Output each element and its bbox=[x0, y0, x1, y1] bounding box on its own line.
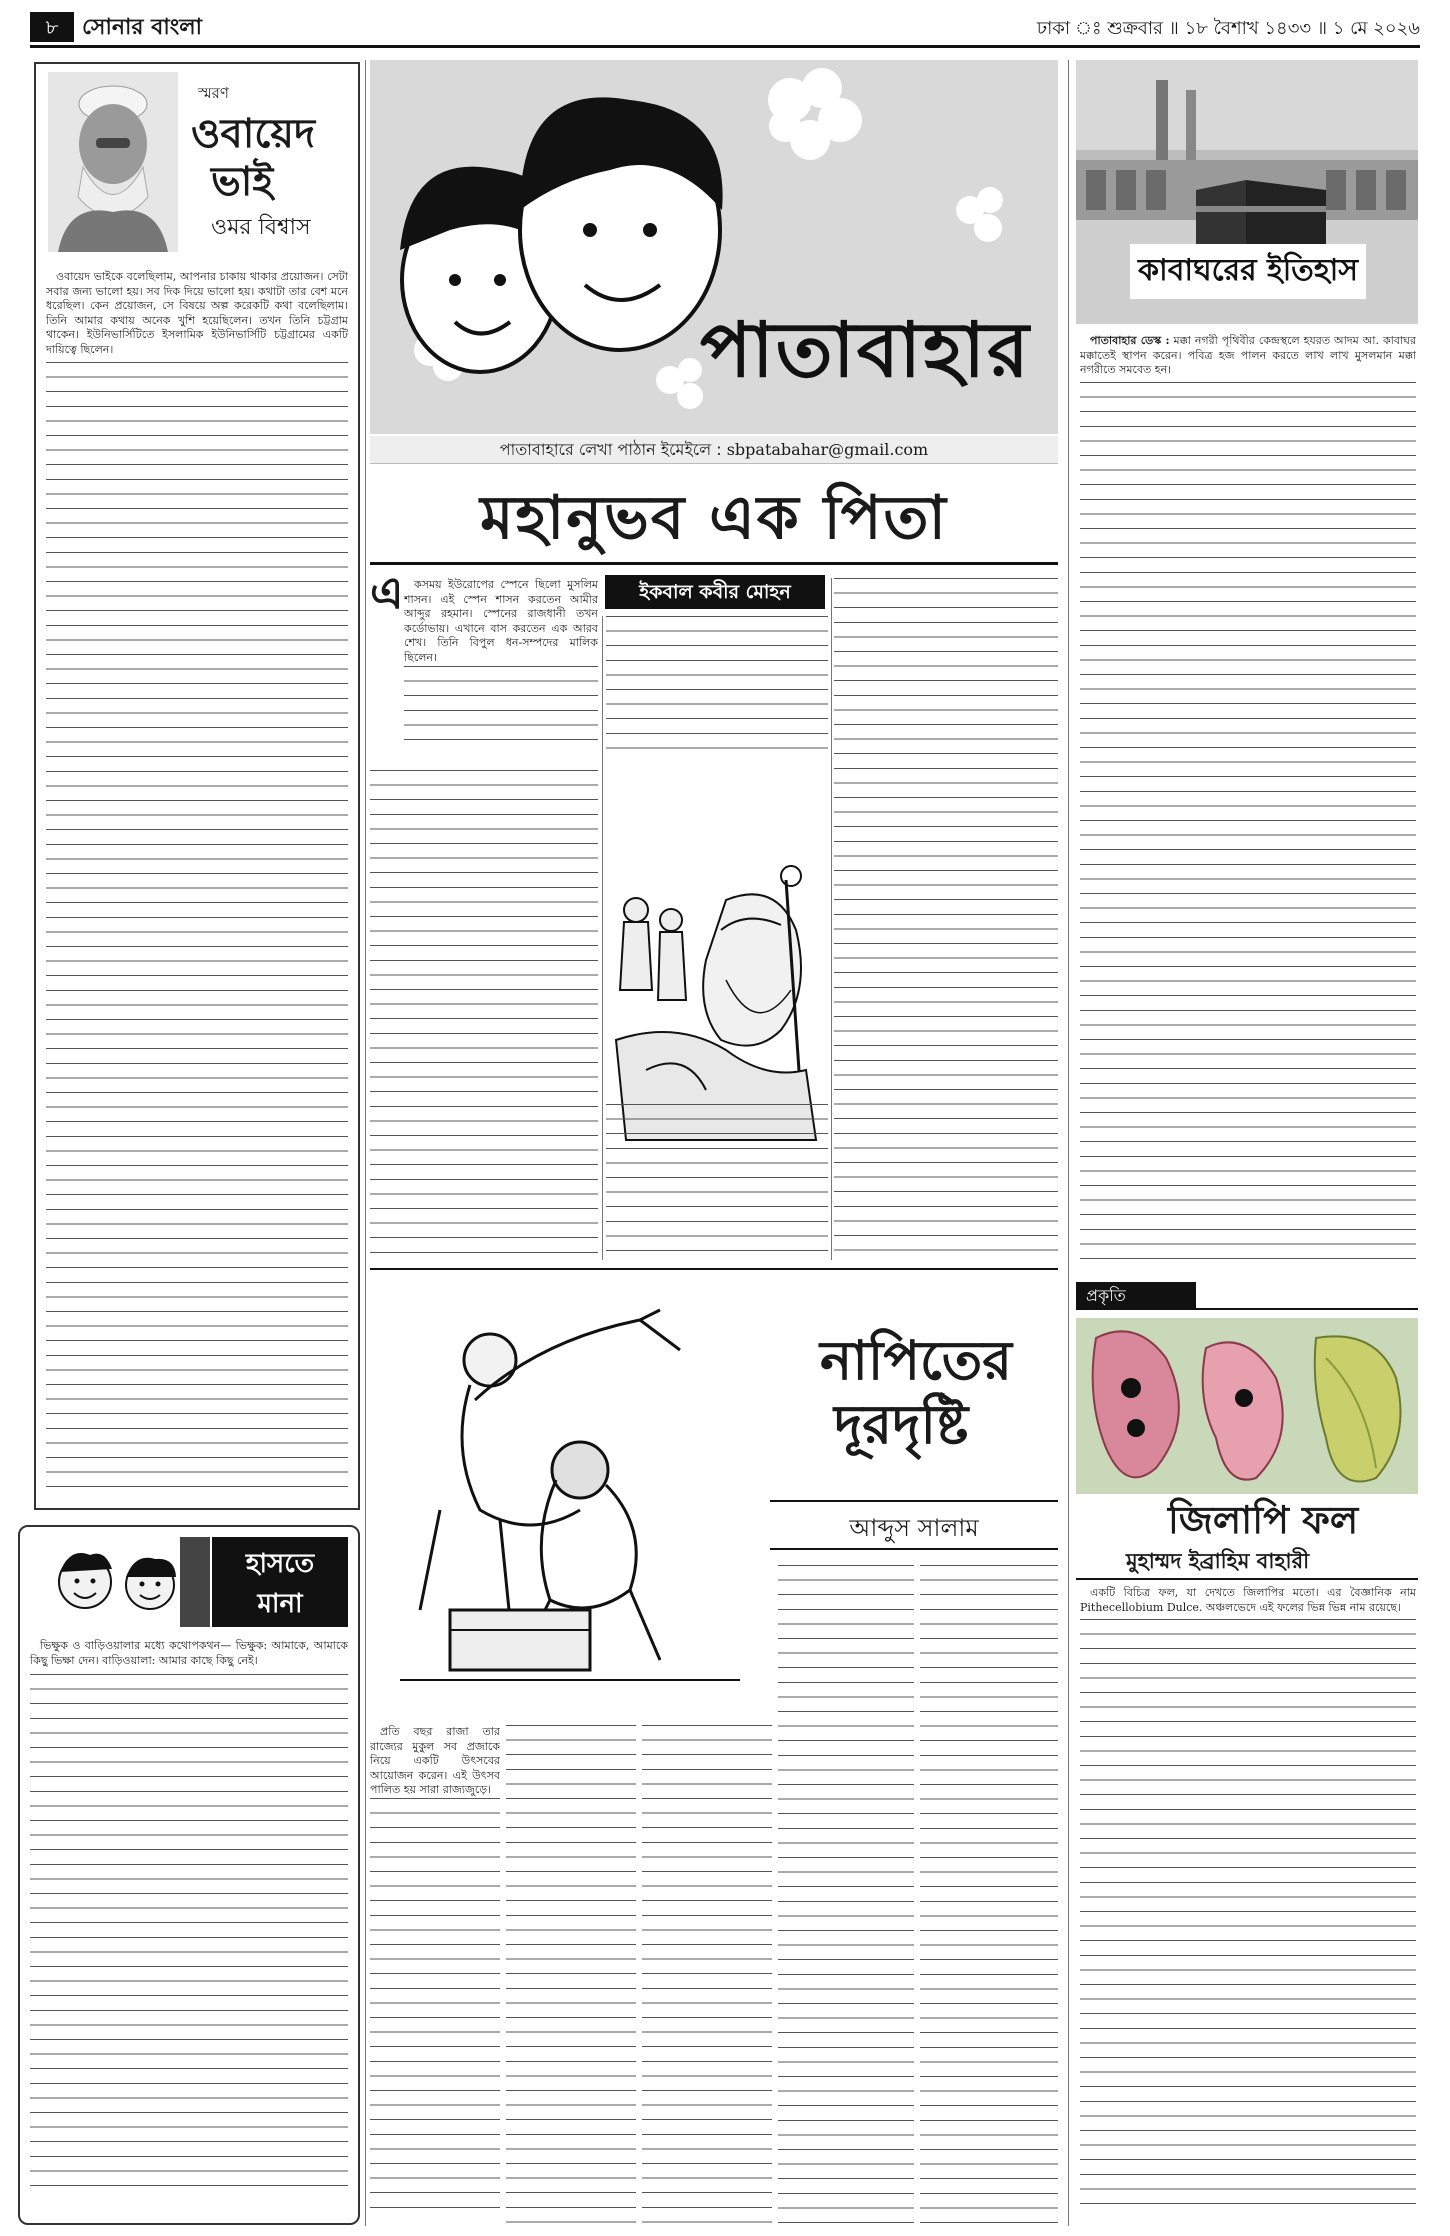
column-divider bbox=[831, 578, 832, 1260]
section-label: প্রকৃতি bbox=[1076, 1282, 1196, 1310]
patabahar-banner bbox=[370, 60, 1058, 434]
jilapi-rule bbox=[1076, 1578, 1418, 1580]
joke-title-line1: হাসতে bbox=[245, 1549, 315, 1579]
napit-body-text: প্রতি বছর রাজা তার রাজ্যের মুকুল সব প্রজাকে নিয়ে একটি উৎসবের আয়োজন করেন। এই উৎসব পালিত হয় সারা রাজ্যজুড়ে। bbox=[370, 1725, 500, 1797]
patabahar-title: পাতাবাহার bbox=[700, 305, 1031, 394]
memorial-kicker: স্মরণ bbox=[198, 84, 229, 102]
barber-illustration bbox=[380, 1280, 760, 1720]
napit-column-5 bbox=[920, 1565, 1058, 2225]
portrait-photo bbox=[48, 72, 178, 252]
joke-header bbox=[30, 1537, 348, 1627]
napit-column-3 bbox=[642, 1725, 772, 2225]
masthead bbox=[30, 10, 1420, 48]
email-prefix: পাতাবাহারে লেখা পাঠান ইমেইলে : bbox=[499, 440, 722, 459]
column-divider bbox=[602, 616, 603, 1260]
column-divider bbox=[365, 60, 366, 2226]
kaba-body-continued bbox=[1080, 382, 1416, 1262]
section-rule bbox=[1076, 1308, 1418, 1310]
joke-body bbox=[30, 1639, 348, 2219]
joke-title-line2: মানা bbox=[257, 1589, 303, 1619]
joke-body-text: ভিক্ষুক ও বাড়িওয়ালার মধ্যে কথোপকথন— ভিক্ষুক: আমাকে, আমাকে কিছু ভিক্ষা দেন। বাড়িওয়ালা: আমার কাছে কিছু নেই। bbox=[30, 1639, 348, 1667]
story-body-text: কসময় ইউরোপের স্পেনে ছিলো মুসলিম শাসন। এই স্পেন শাসন করতেন আমীর আব্দুর রহমান। স্পেনের রাজধানী তখন কর্ডোভায়। এখানে বাস করতেন এক আরব শেখ। তিনি বিপুল ধন-সম্পদের মালিক ছিলেন। bbox=[404, 578, 598, 664]
joke-box bbox=[18, 1525, 360, 2225]
memorial-author: ওমর বিশ্বাস bbox=[211, 215, 311, 240]
napit-rule-top bbox=[770, 1500, 1058, 1502]
jilapi-title: জিলাপি ফল bbox=[1168, 1498, 1359, 1542]
memorial-title-line1: ওবায়েদ bbox=[191, 111, 315, 157]
story-body-continued bbox=[404, 666, 598, 746]
jilapi-author: মুহাম্মদ ইব্রাহিম বাহারী bbox=[1126, 1549, 1310, 1573]
memorial-header bbox=[36, 64, 358, 260]
kaba-lead: পাতাবাহার ডেস্ক : bbox=[1090, 334, 1170, 347]
memorial-title-line2: ভাই bbox=[211, 159, 274, 205]
story-bottom-rule bbox=[370, 1268, 1058, 1270]
napit-body-continued bbox=[370, 1798, 500, 2218]
joke-body-continued bbox=[30, 1674, 348, 2194]
napit-author: আব্দুস সালাম bbox=[849, 1514, 979, 1542]
story-column-1-continued bbox=[370, 770, 598, 1260]
story-author: ইকবাল কবীর মোহন bbox=[605, 575, 825, 609]
title-rule bbox=[370, 562, 1058, 565]
napit-title-line1: নাপিতের bbox=[820, 1329, 1012, 1392]
email-address: sbpatabahar@gmail.com bbox=[726, 440, 929, 459]
kaba-title: কাবাঘরের ইতিহাস bbox=[1130, 244, 1366, 299]
story-column-1 bbox=[404, 578, 598, 768]
column-divider bbox=[1068, 60, 1069, 2226]
story-title: মহানুভব এক পিতা bbox=[480, 483, 948, 553]
jilapi-fruit-photo bbox=[1076, 1318, 1418, 1494]
kaba-body-text: মক্কা নগরী পৃথিবীর কেন্দ্রস্থলে হযরত আদম আ. কাবাঘর মক্কাতেই স্থাপন করেন। পবিত্র হজ পালন করতে লাখ লাখ মুসলমান মক্কা নগরীতে সমবেত হন। bbox=[1080, 334, 1416, 377]
laughing-kids-icon bbox=[30, 1537, 210, 1627]
date-line: ঢাকা ঃ শুক্রবার ॥ ১৮ বৈশাখ ১৪৩৩ ॥ ১ মে ২০২৬ bbox=[1036, 18, 1420, 39]
paper-name: সোনার বাংলা bbox=[82, 14, 202, 40]
story-column-2 bbox=[606, 616, 828, 756]
drop-cap: এ bbox=[370, 568, 404, 619]
jilapi-body-text: একটি বিচিত্র ফল, যা দেখতে জিলাপির মতো। এর বৈজ্ঞানিক নাম Pithecellobium Dulce. অঞ্চলভেদে এই ফলের ভিন্ন ভিন্ন নাম রয়েছে। bbox=[1080, 1586, 1416, 1614]
story-column-3 bbox=[834, 578, 1058, 1260]
story-column-2-continued bbox=[606, 1104, 828, 1260]
memorial-body-text: ওবায়েদ ভাইকে বলেছিলাম, আপনার চাকায় থাকার প্রয়োজন। সেটা সবার জন্য ভালো হয়। সব দিক দিয়ে ভালো হয়। কথাটা তার বেশ মনে ধরেছিল। কেন প্রয়োজন, সে বিষয়ে অল্প করেকটি কথা বলেছিলাম। তিনি আমার কথায় অনেক খুশি হয়েছিলেন। তখন তিনি চট্টগ্রাম থাকেন। ইউনিভার্সিটিতে ইসলামিক ইউনিভার্সিটি চট্টগ্রামের একটি দায়িত্বে ছিলেন। bbox=[46, 270, 348, 356]
email-bar bbox=[370, 436, 1058, 464]
napit-column-4 bbox=[778, 1565, 914, 2225]
joke-title-block bbox=[212, 1537, 348, 1627]
napit-rule-bottom bbox=[770, 1548, 1058, 1550]
memorial-article bbox=[34, 62, 360, 1510]
memorial-body-continued bbox=[46, 362, 348, 1500]
jilapi-body bbox=[1080, 1586, 1416, 2226]
napit-column-1 bbox=[370, 1725, 500, 2225]
napit-title-line2: দূরদৃষ্টি bbox=[834, 1393, 969, 1456]
jilapi-body-continued bbox=[1080, 1619, 1416, 2209]
kaba-body bbox=[1080, 334, 1416, 1270]
memorial-body bbox=[46, 270, 348, 1500]
napit-column-2 bbox=[506, 1725, 636, 2225]
page-number: ৮ bbox=[30, 12, 74, 42]
